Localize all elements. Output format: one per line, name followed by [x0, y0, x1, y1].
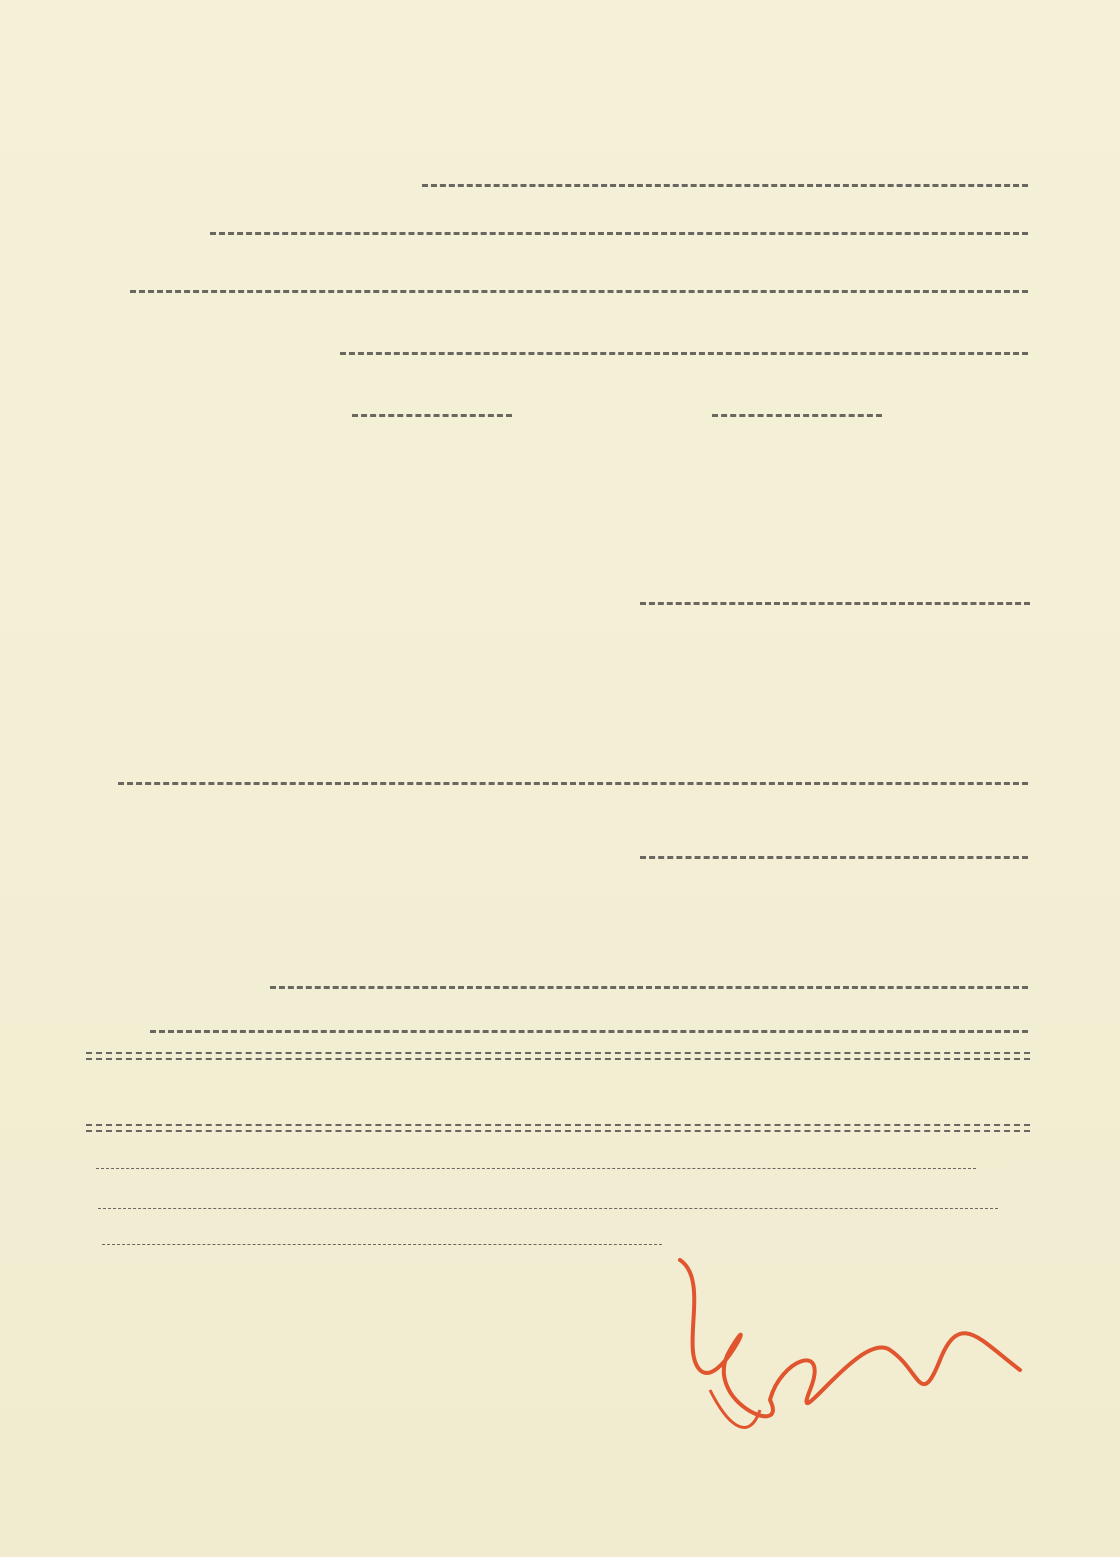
field-4-underline [352, 414, 512, 417]
narrative-rule-2 [98, 1208, 998, 1209]
field-7-underline [640, 602, 1030, 605]
section-divider-top [86, 1052, 1030, 1060]
field-12-underline-2 [150, 1030, 1028, 1033]
field-11-underline [640, 856, 1028, 859]
section-divider-bottom [86, 1124, 1030, 1132]
field-5-underline [712, 414, 882, 417]
narrative-rule-1 [96, 1168, 976, 1169]
field-12-underline [270, 986, 1028, 989]
presented-underline [340, 352, 1028, 355]
narrative-rule-3 [102, 1244, 662, 1245]
field-3-cont-underline [130, 290, 1028, 293]
field-2-3-underline [210, 232, 1028, 235]
signature [640, 1240, 1060, 1440]
field-1-underline [422, 184, 1028, 187]
field-10-underline [118, 782, 1028, 785]
